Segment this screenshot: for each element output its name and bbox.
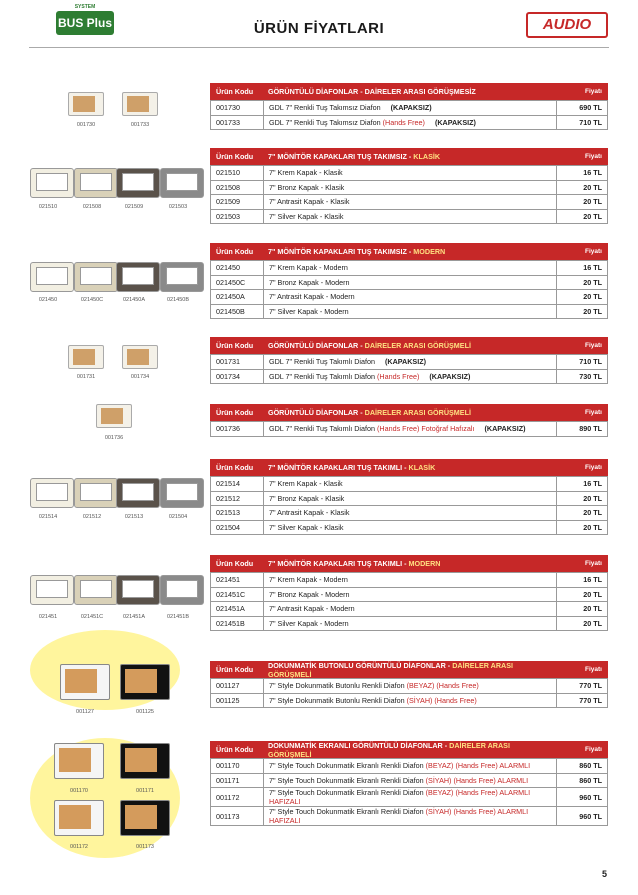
product-caption: 021510 [38, 204, 58, 210]
product-description [264, 520, 557, 535]
product-description [264, 573, 557, 588]
product-price: 20 TL [557, 304, 608, 319]
product-price: 730 TL [557, 369, 608, 384]
column-header-price: Fiyatı [585, 153, 602, 160]
product-code: 001127 [211, 679, 264, 694]
product-price: 960 TL [557, 788, 608, 807]
section-title [268, 341, 552, 350]
description-text: GDL 7" Renkli Tuş Takımlı Diafon [269, 424, 378, 434]
table-row [211, 693, 608, 708]
column-header-code: Ürün Kodu [216, 745, 254, 754]
product-description [264, 101, 557, 116]
column-header-code: Ürün Kodu [216, 247, 254, 256]
product-description [264, 422, 557, 437]
price-table [210, 165, 608, 224]
product-price: 690 TL [557, 101, 608, 116]
product-caption: 021451A [122, 614, 146, 620]
monitor-cover-image [160, 168, 204, 198]
product-code: 021508 [211, 180, 264, 195]
product-caption: 021450C [80, 297, 104, 303]
description-text: 7" Antrasit Kapak - Klasik [269, 508, 350, 518]
table-row [211, 520, 608, 535]
product-code: 021504 [211, 520, 264, 535]
product-price: 20 TL [557, 616, 608, 631]
table-row [211, 759, 608, 774]
product-price: 16 TL [557, 166, 608, 181]
product-price: 20 TL [557, 587, 608, 602]
product-price: 710 TL [557, 355, 608, 370]
product-caption: 001736 [104, 435, 124, 441]
section-title-highlight: DAİRELER ARASI GÖRÜŞMELİ [364, 341, 471, 350]
product-caption: 001170 [70, 788, 88, 794]
section-header [210, 337, 608, 354]
description-note: (Hands Free) [377, 371, 422, 381]
description-text: 7" Silver Kapak - Klasik [269, 211, 344, 221]
product-caption: 021450A [122, 297, 146, 303]
monitor-cover-image [116, 262, 160, 292]
table-row [211, 275, 608, 290]
product-code: 021513 [211, 506, 264, 521]
monitor-cover-image [30, 575, 74, 605]
price-table [210, 678, 608, 708]
product-code: 021450C [211, 275, 264, 290]
description-note: (SİYAH) (Hands Free) [406, 695, 477, 705]
table-row [211, 115, 608, 130]
section-title-main: 7" MÖNİTÖR KAPAKLARI TUŞ TAKIMSIZ - [268, 152, 414, 161]
price-section [210, 555, 608, 631]
product-price: 890 TL [557, 422, 608, 437]
table-row [211, 422, 608, 437]
description-note: (BEYAZ) (Hands Free) ALARMLI [425, 761, 531, 771]
table-row [211, 807, 608, 826]
table-row [211, 101, 608, 116]
product-description [264, 209, 557, 224]
table-row [211, 355, 608, 370]
section-title-highlight: KLASİK [413, 152, 441, 161]
description-text: 7" Silver Kapak - Modern [269, 618, 349, 628]
product-code: 021503 [211, 209, 264, 224]
product-price: 20 TL [557, 520, 608, 535]
column-header-price: Fiyatı [585, 666, 602, 673]
product-description [264, 679, 557, 694]
product-caption: 001733 [130, 122, 150, 128]
monitor-cover-image [74, 262, 118, 292]
section-header [210, 148, 608, 165]
price-table [210, 421, 608, 437]
section-header [210, 243, 608, 260]
monitor-cover-image [116, 575, 160, 605]
product-description [264, 759, 557, 774]
table-row [211, 290, 608, 305]
section-title-main: 7" MÖNİTÖR KAPAKLARI TUŞ TAKIMLI - [268, 559, 409, 568]
product-code: 021512 [211, 491, 264, 506]
price-table [210, 100, 608, 130]
price-section [210, 83, 608, 130]
product-price: 20 TL [557, 491, 608, 506]
section-title-main: DOKUNMATİK BUTONLU GÖRÜNTÜLÜ DİAFONLAR - [268, 660, 453, 670]
table-row [211, 180, 608, 195]
monitor-image [68, 345, 104, 369]
product-description [264, 773, 557, 788]
monitor-cover-image [160, 478, 204, 508]
description-text: 7" Antrasit Kapak - Klasik [269, 197, 350, 207]
section-title-main: 7" MÖNİTÖR KAPAKLARI TUŞ TAKIMSIZ - [268, 247, 414, 256]
description-text: 7" Silver Kapak - Modern [269, 306, 349, 316]
table-row [211, 261, 608, 276]
column-header-price: Fiyatı [585, 409, 602, 416]
description-text: GDL 7" Renkli Tuş Takımsız Diafon [269, 103, 383, 113]
product-description [264, 616, 557, 631]
product-price: 960 TL [557, 807, 608, 826]
section-header [210, 404, 608, 421]
page-number: 5 [601, 869, 607, 879]
section-header [210, 741, 608, 758]
price-section [210, 404, 608, 437]
column-header-code: Ürün Kodu [216, 408, 254, 417]
product-description [264, 491, 557, 506]
product-caption: 001734 [130, 374, 150, 380]
product-price: 860 TL [557, 759, 608, 774]
section-title [268, 559, 552, 568]
section-header [210, 83, 608, 100]
product-description [264, 602, 557, 617]
price-section [210, 741, 608, 826]
product-code: 001731 [211, 355, 264, 370]
product-description [264, 115, 557, 130]
section-title [268, 152, 552, 161]
description-text: 7" Antrasit Kapak - Modern [269, 292, 355, 302]
column-header-code: Ürün Kodu [216, 341, 254, 350]
description-text: 7" Krem Kapak - Modern [269, 575, 348, 585]
product-caption: 021512 [82, 514, 102, 520]
product-code: 021514 [211, 477, 264, 492]
product-caption: 021514 [38, 514, 58, 520]
description-note: (Hands Free) Fotoğraf Hafızalı [377, 424, 477, 434]
table-row [211, 491, 608, 506]
section-title [268, 741, 552, 759]
table-row [211, 573, 608, 588]
description-text: 7" Antrasit Kapak - Modern [269, 604, 355, 614]
description-text: 7" Silver Kapak - Klasik [269, 522, 344, 532]
table-row [211, 166, 608, 181]
description-text: 7" Bronz Kapak - Klasik [269, 493, 345, 503]
product-description [264, 290, 557, 305]
product-description [264, 261, 557, 276]
product-caption: 021451 [38, 614, 58, 620]
product-caption: 001127 [76, 709, 94, 715]
product-caption: 001731 [76, 374, 96, 380]
monitor-cover-image [116, 168, 160, 198]
section-title [268, 463, 552, 472]
monitor-cover-image [74, 478, 118, 508]
product-price: 20 TL [557, 180, 608, 195]
section-title-main: DOKUNMATİK EKRANLI GÖRÜNTÜLÜ DİAFONLAR - [268, 740, 450, 750]
table-row [211, 773, 608, 788]
description-extra: (KAPAKSIZ) [484, 424, 526, 434]
column-header-code: Ürün Kodu [216, 87, 254, 96]
description-extra: (KAPAKSIZ) [390, 103, 432, 113]
product-description [264, 180, 557, 195]
table-row [211, 369, 608, 384]
product-caption: 021450 [38, 297, 58, 303]
product-price: 20 TL [557, 195, 608, 210]
section-title-highlight: DAİRELER ARASI GÖRÜŞMELİ [364, 408, 471, 417]
description-text: 7" Bronz Kapak - Modern [269, 277, 350, 287]
header-divider [29, 47, 609, 48]
column-header-price: Fiyatı [585, 248, 602, 255]
description-note: (SİYAH) (Hands Free) ALARMLI [425, 775, 529, 785]
product-caption: 001173 [136, 844, 154, 850]
column-header-code: Ürün Kodu [216, 665, 254, 674]
description-text: 7" Style Dokunmatik Butonlu Renkli Diafon [269, 681, 407, 691]
product-code: 021450 [211, 261, 264, 276]
description-extra: (KAPAKSIZ) [385, 357, 427, 367]
product-code: 021451A [211, 602, 264, 617]
monitor-cover-image [30, 168, 74, 198]
monitor-cover-image [160, 262, 204, 292]
product-code: 001125 [211, 693, 264, 708]
product-code: 021450A [211, 290, 264, 305]
description-note: (BEYAZ) (Hands Free) [406, 681, 479, 691]
table-row [211, 304, 608, 319]
product-caption: 021509 [124, 204, 144, 210]
page-title: ÜRÜN FİYATLARI [253, 20, 385, 37]
description-text: GDL 7" Renkli Tuş Takımlı Diafon [269, 371, 378, 381]
product-price: 16 TL [557, 477, 608, 492]
product-code: 001734 [211, 369, 264, 384]
description-text: 7" Bronz Kapak - Klasik [269, 182, 345, 192]
product-caption: 001172 [70, 844, 88, 850]
product-caption: 001730 [76, 122, 96, 128]
monitor-image [96, 404, 132, 428]
description-text: 7" Krem Kapak - Modern [269, 263, 348, 273]
section-title-highlight: KLASİK [408, 463, 436, 472]
description-text: 7" Krem Kapak - Klasik [269, 168, 343, 178]
product-code: 001170 [211, 759, 264, 774]
column-header-price: Fiyatı [585, 464, 602, 471]
product-caption: 021504 [168, 514, 188, 520]
description-text: 7" Krem Kapak - Klasik [269, 479, 343, 489]
product-code: 021450B [211, 304, 264, 319]
description-extra: (KAPAKSIZ) [434, 117, 476, 127]
description-text: 7" Style Touch Dokunmatik Ekranlı Renkli Diafon [269, 788, 426, 797]
price-table [210, 758, 608, 826]
monitor-cover-image [116, 478, 160, 508]
touch-monitor-image [54, 800, 104, 836]
product-caption: 021503 [168, 204, 188, 210]
section-title [268, 87, 552, 96]
product-description [264, 195, 557, 210]
product-description [264, 304, 557, 319]
product-code: 001736 [211, 422, 264, 437]
product-description [264, 788, 557, 807]
price-section [210, 337, 608, 384]
monitor-image [122, 345, 158, 369]
price-table [210, 572, 608, 631]
column-header-code: Ürün Kodu [216, 559, 254, 568]
description-text: GDL 7" Renkli Tuş Takımlı Diafon [269, 357, 378, 367]
table-row [211, 195, 608, 210]
column-header-price: Fiyatı [585, 342, 602, 349]
column-header-price: Fiyatı [585, 88, 602, 95]
column-header-price: Fiyatı [585, 560, 602, 567]
product-code: 021451B [211, 616, 264, 631]
section-title-highlight: DAİRELER ARASI GÖRÜŞMELİ [268, 660, 514, 679]
product-code: 001173 [211, 807, 264, 826]
product-description [264, 477, 557, 492]
description-text: 7" Style Dokunmatik Butonlu Renkli Diafon [269, 695, 407, 705]
product-code: 021510 [211, 166, 264, 181]
product-caption: 001125 [136, 709, 154, 715]
product-price: 20 TL [557, 290, 608, 305]
column-header-code: Ürün Kodu [216, 152, 254, 161]
touch-monitor-image [54, 743, 104, 779]
table-row [211, 477, 608, 492]
product-caption: 021508 [82, 204, 102, 210]
product-price: 20 TL [557, 506, 608, 521]
product-description [264, 355, 557, 370]
table-row [211, 506, 608, 521]
product-price: 860 TL [557, 773, 608, 788]
product-code: 001172 [211, 788, 264, 807]
table-row [211, 788, 608, 807]
product-caption: 021450B [166, 297, 190, 303]
monitor-cover-image [160, 575, 204, 605]
price-section [210, 661, 608, 708]
product-caption: 001171 [136, 788, 154, 794]
product-code: 001171 [211, 773, 264, 788]
product-description [264, 807, 557, 826]
section-title-main: 7" MÖNİTÖR KAPAKLARI TUŞ TAKIMLI - [268, 463, 409, 472]
table-row [211, 679, 608, 694]
column-header-code: Ürün Kodu [216, 463, 254, 472]
section-header [210, 555, 608, 572]
product-code: 021451 [211, 573, 264, 588]
brand-logo-left-top: SYSTEM [74, 4, 96, 10]
table-row [211, 616, 608, 631]
touch-monitor-image [120, 743, 170, 779]
monitor-cover-image [30, 262, 74, 292]
description-note: (SİYAH) (Hands Free) ALARMLI HAFIZALI [269, 807, 529, 825]
description-text: 7" Style Touch Dokunmatik Ekranlı Renkli Diafon [269, 761, 426, 771]
monitor-cover-image [74, 575, 118, 605]
description-text: 7" Style Touch Dokunmatik Ekranlı Renkli Diafon [269, 775, 426, 785]
monitor-image [122, 92, 158, 116]
description-note: (Hands Free) [382, 117, 427, 127]
description-text: 7" Style Touch Dokunmatik Ekranlı Renkli Diafon [269, 807, 426, 816]
column-header-price: Fiyatı [585, 746, 602, 753]
product-price: 16 TL [557, 261, 608, 276]
product-price: 20 TL [557, 602, 608, 617]
section-header [210, 661, 608, 678]
price-section [210, 243, 608, 319]
product-price: 710 TL [557, 115, 608, 130]
table-row [211, 587, 608, 602]
description-note: (BEYAZ) (Hands Free) ALARMLI HAFIZALI [269, 788, 531, 806]
product-caption: 021451C [80, 614, 104, 620]
product-price: 20 TL [557, 209, 608, 224]
brand-logo-left-text: BUS Plus [57, 16, 112, 30]
section-title-main: GÖRÜNTÜLÜ DİAFONLAR - [268, 341, 365, 350]
product-description [264, 166, 557, 181]
price-table [210, 476, 608, 535]
monitor-cover-image [30, 478, 74, 508]
product-description [264, 506, 557, 521]
product-description [264, 275, 557, 290]
table-row [211, 209, 608, 224]
product-price: 20 TL [557, 275, 608, 290]
price-table [210, 260, 608, 319]
product-description [264, 587, 557, 602]
description-extra: (KAPAKSIZ) [429, 371, 471, 381]
product-description [264, 693, 557, 708]
product-code: 021509 [211, 195, 264, 210]
section-title [268, 247, 552, 256]
product-code: 001733 [211, 115, 264, 130]
monitor-image [68, 92, 104, 116]
product-price: 770 TL [557, 679, 608, 694]
brand-logo-right: AUDIO [526, 12, 608, 38]
product-code: 021451C [211, 587, 264, 602]
touch-monitor-image [120, 664, 170, 700]
product-price: 16 TL [557, 573, 608, 588]
section-title-highlight: MODERN [413, 247, 446, 256]
section-title [268, 661, 552, 679]
product-description [264, 369, 557, 384]
price-section [210, 459, 608, 535]
product-caption: 021513 [124, 514, 144, 520]
description-text: GDL 7" Renkli Tuş Takımsız Diafon [269, 117, 383, 127]
section-title-highlight: MODERN [408, 559, 441, 568]
product-caption: 021451B [166, 614, 190, 620]
section-title-main: GÖRÜNTÜLÜ DİAFONLAR - DAİRELER ARASI GÖRÜŞMESİZ [268, 87, 476, 96]
price-table [210, 354, 608, 384]
product-code: 001730 [211, 101, 264, 116]
section-title-highlight: DAİRELER ARASI GÖRÜŞMELİ [268, 740, 510, 759]
monitor-cover-image [74, 168, 118, 198]
section-header [210, 459, 608, 476]
product-price: 770 TL [557, 693, 608, 708]
price-section [210, 148, 608, 224]
section-title-main: GÖRÜNTÜLÜ DİAFONLAR - [268, 408, 365, 417]
section-title [268, 408, 552, 417]
table-row [211, 602, 608, 617]
description-text: 7" Bronz Kapak - Modern [269, 589, 350, 599]
touch-monitor-image [120, 800, 170, 836]
touch-monitor-image [60, 664, 110, 700]
